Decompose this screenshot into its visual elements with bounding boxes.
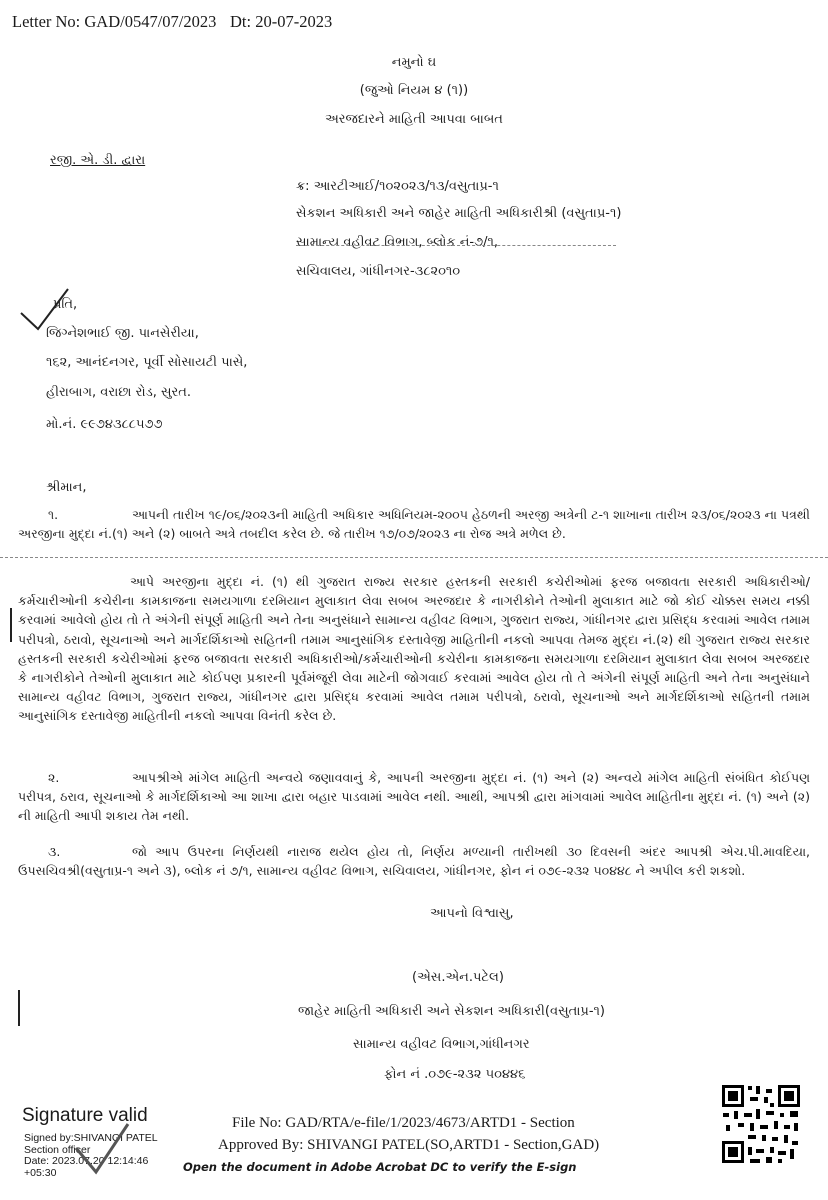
letter-date: Dt: 20-07-2023	[230, 12, 333, 31]
paragraph-2	[18, 768, 810, 826]
paragraph-3	[18, 842, 810, 880]
paragraph-3-number: ૩.	[48, 844, 61, 859]
recipient-mobile: મો.નં. ૯૯૭૪૩૮૮૫૭૭	[46, 417, 163, 432]
esign-timezone: +05:30	[24, 1166, 57, 1179]
salutation: શ્રીમાન,	[46, 480, 87, 495]
recipient-to: પ્રતિ,	[53, 297, 78, 312]
letter-number: Letter No: GAD/0547/07/2023	[12, 12, 217, 31]
margin-mark	[10, 608, 12, 642]
paragraph-1b: આપે અરજીના મુદ્દા નં. (૧) થી ગુજરાત રાજ્ય સરકાર હસ્તકની સરકારી કચેરીઓમાં ફરજ બજાવતા સરકારી અધિકારીઓ/કર્મચારીઓની કચેરીના કામકાજના સમયગાળા દરમિયાન મુલાકાત લેવા સબબ અરજદાર કે નાગરીકોને તેઓની મુલાકાત માટે જો કોઈ ચોક્કસ સમય નક્કી કરવામાં આવેલો હોય તો તે અંગેની સંપૂર્ણ માહિતી અને તેના અનુસંધાને સામાન્ય વહીવટ વિભાગ, ગુજરાત રાજ્ય, ગાંધીનગર દ્વારા પ્રસિદ્ધ કરવામાં આવેલ તમામ પરીપત્રો, ઠરાવો, સૂચનાઓ અને માર્ગદર્શિકાઓ સહિતની તમામ આનુસાંગિક દસ્તાવેજી માહિતીની નકલો આપવા તેમજ મુદ્દા નં.(૨) થી ગુજરાત રાજ્ય સરકાર હસ્તકની સરકારી કચેરીઓમાં ફરજ બજાવતા સરકારી અધિકારીઓ/કર્મચારીઓની કચેરીના કામકાજના સમયગાળા દરમિયાન મુલાકાત લેવા સબબ અરજદાર કે નાગરીકોને તેઓની મુલાકાત માટે કોઈપણ પ્રકારની પૂર્વમંજૂરી લેવા માટેની જોગવાઈ કરવામાં આવેલ હોય તો તે અંગેની સંપૂર્ણ માહિતી અને તેના અનુસંધાને સામાન્ય વહીવટ વિભાગ, ગુજરાત રાજ્ય, ગાંધીનગર દ્વારા પ્રસિદ્ધ કરવામાં આવેલ તમામ પરીપત્રો, ઠરાવો, સૂચનાઓ અને માર્ગદર્શિકાઓ સહિતની તમામ આનુસાંગિક દસ્તાવેજી માહિતીની નકલો આપવા વિનંતી કરેલ છે.	[18, 574, 811, 724]
signatory-designation: જાહેર માહિતી અધિકારી અને સેકશન અધિકારી(વસુતાપ્ર-૧)	[298, 1004, 605, 1019]
sender-office: સામાન્ય વહીવટ વિભાગ, બ્લોક નં-૭/૧,	[296, 235, 498, 250]
recipient-address-line-1: ૧૬૨, આનંદનગર, પૂર્વી સોસાયટી પાસે,	[46, 355, 248, 370]
form-rule: (જુઓ નિયમ ૪ (૧))	[359, 83, 469, 98]
recipient-name: જિગ્નેશભાઈ જી. પાનસેરીયા,	[46, 326, 199, 341]
reference-number: ક્ર: આરટીઆઈ/૧૦૨૦૨૩/૧૩/વસુતાપ્ર-૧	[296, 179, 499, 194]
paragraph-2-text: આપશ્રીએ માંગેલ માહિતી અન્વયે જણાવવાનું કે, આપની અરજીના મુદ્દા નં. (૧) અને (૨) અન્વયે માંગેલ માહિતી સંબંધિત કોઈપણ પરીપત્ર, ઠરાવ, સૂચનાઓ કે માર્ગદર્શિકાઓ આ શાખા દ્વારા બહાર પાડવામાં આવેલ નથી. આથી, આપશ્રી દ્વારા માંગવામાં આવેલ માહિતીના મુદ્દા નં. (૧) અને (૨) ની માહિતી આપી શકાય તેમ નથી.	[18, 770, 810, 824]
sender-designation: સેકશન અધિકારી અને જાહેર માહિતી અધિકારીશ્રી (વસુતાપ્ર-૧)	[296, 206, 622, 221]
paragraph-1-number: ૧.	[48, 507, 59, 522]
esign-signed-by: Signed by:SHIVANGI PATEL	[24, 1132, 158, 1144]
esign-title: Signature valid	[22, 1105, 148, 1126]
paragraph-1	[18, 505, 810, 543]
paragraph-1-text: આપની તારીખ ૧૯/૦૬/૨૦૨૩ની માહિતી અધિકાર અધિનિયમ-૨૦૦૫ હેઠળની અરજી અત્રેની ટ-૧ શાખાના તારીખ ૨૩/૦૬/૨૦૨૩ ના પત્રથી અરજીના મુદ્દા નં.(૧) અને (૨) બાબતે અત્રે તબદીલ કરેલ છે. જે તારીખ ૧૭/૦૭/૨૦૨૩ ના રોજ અત્રે મળેલ છે.	[18, 507, 810, 542]
dispatch-mode: રજી. એ. ડી. દ્વારા	[50, 153, 146, 168]
qr-code-icon	[720, 1083, 802, 1165]
margin-mark	[18, 990, 20, 1026]
footer-approved-by: Approved By: SHIVANGI PATEL(SO,ARTD1 - Section,GAD)	[218, 1137, 600, 1153]
paragraph-3-text: જો આપ ઉપરના નિર્ણયથી નારાજ થયેલ હોય તો, નિર્ણય મળ્યાની તારીખથી ૩૦ દિવસની અંદર આપશ્રી એચ.પી.માવદિયા, ઉપસચિવશ્રી(વસુતાપ્ર-૧ અને ૩), બ્લોક નં ૭/૧, સામાન્ય વહીવટ વિભાગ, સચિવાલય, ગાંધીનગર, ફોન નં ૦૭૯-૨૩૨ ૫૦૪૪૮ ને અપીલ કરી શકશો.	[18, 844, 810, 879]
closing-yours: આપનો વિશ્વાસુ,	[430, 906, 514, 921]
signatory-phone: ફોન નં .૦૭૯-૨૩૨ ૫૦૪૪૬	[384, 1067, 526, 1082]
paragraph-2-number: ૨.	[48, 770, 60, 785]
esign-section: Section officer	[24, 1143, 91, 1156]
scan-line	[296, 245, 616, 246]
esign-date: Date: 2023.07.20 12:14:46	[24, 1155, 149, 1167]
signatory-department: સામાન્ય વહીવટ વિભાગ,ગાંધીનગર	[353, 1037, 530, 1052]
sender-city: સચિવાલય, ગાંધીનગર-૩૮૨૦૧૦	[296, 264, 461, 279]
footer-file-no: File No: GAD/RTA/e-file/1/2023/4673/ARTD1 - Section	[232, 1115, 575, 1131]
footer-verify-note: Open the document in Adobe Acrobat DC to verify the E-sign	[183, 1160, 577, 1174]
recipient-address-line-2: હીરાબાગ, વરાછા રોડ, સુરત.	[46, 385, 191, 400]
form-title: નમુનો ઘ	[391, 55, 437, 70]
checkmark-icon	[70, 1118, 134, 1182]
scan-line	[0, 557, 828, 558]
form-subject: અરજદારને માહિતી આપવા બાબત	[325, 112, 503, 127]
signatory-name: (એસ.એન.પટેલ)	[412, 970, 504, 985]
